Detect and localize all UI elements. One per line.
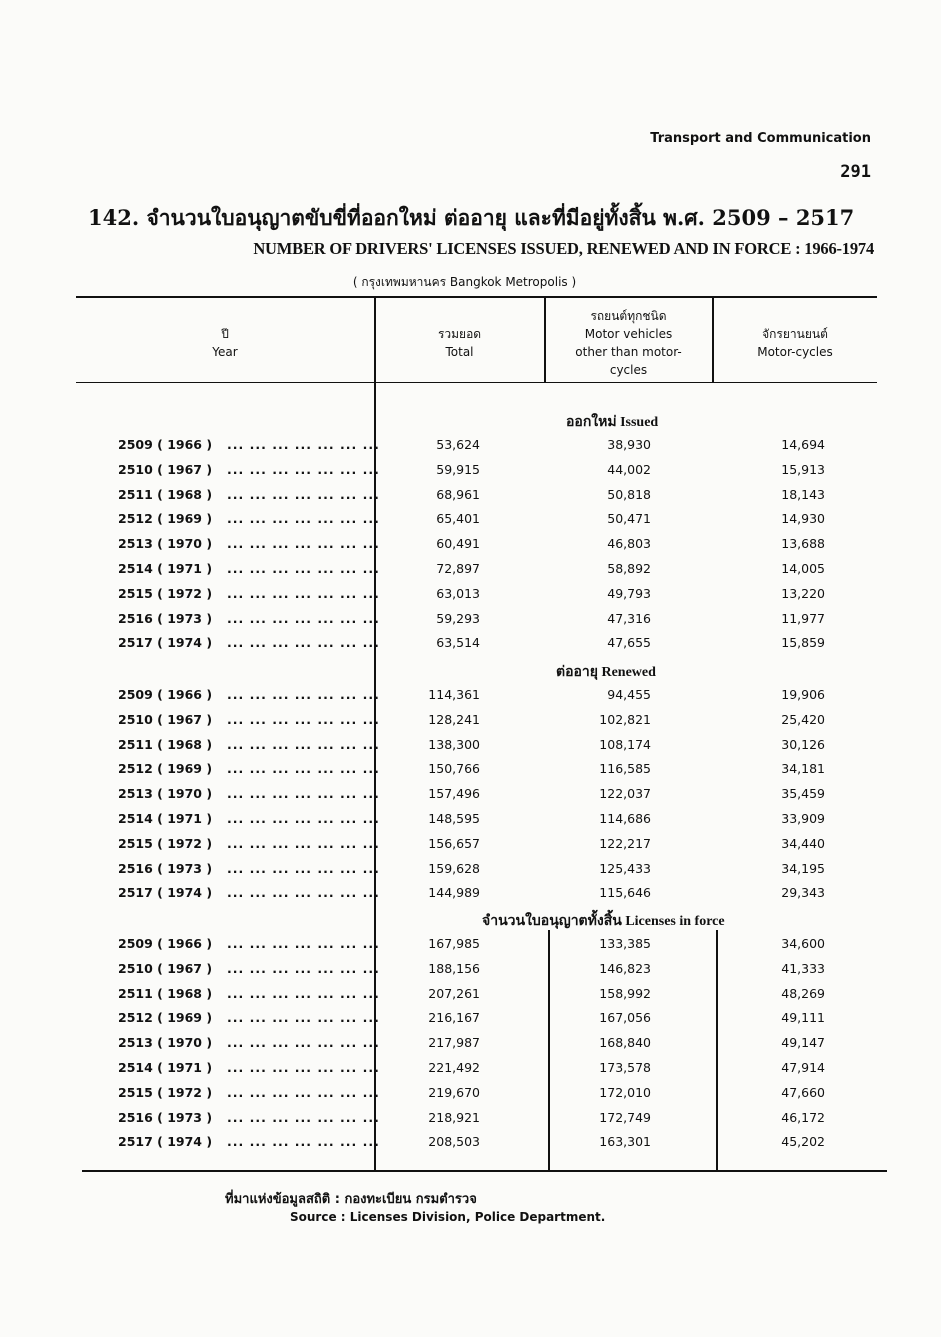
row-year: 2515 ( 1972 )	[118, 835, 213, 851]
section-label-issued: ออกใหม่ Issued	[566, 415, 659, 430]
row-motor-vehicles: 58,892	[607, 561, 651, 576]
row-motor-vehicles: 172,749	[599, 1109, 651, 1125]
row-year: 2510 ( 1967 )	[118, 461, 213, 477]
row-motorcycles: 47,660	[781, 1084, 825, 1100]
row-motor-vehicles: 172,010	[599, 1084, 651, 1100]
row-total: 218,921	[428, 1109, 480, 1125]
table-row	[0, 1010, 941, 1034]
row-motor-vehicles: 108,174	[599, 736, 651, 752]
row-total: 219,670	[428, 1084, 480, 1100]
row-total: 208,503	[428, 1134, 480, 1150]
row-leader-dots: ... ... ... ... ... ... ...	[227, 711, 380, 727]
header-motor-en-2: other than motor-	[575, 345, 682, 359]
row-leader-dots: ... ... ... ... ... ... ...	[227, 1109, 380, 1125]
row-total: 144,989	[428, 885, 480, 901]
row-motor-vehicles: 173,578	[599, 1060, 651, 1075]
row-leader-dots: ... ... ... ... ... ... ...	[227, 610, 380, 626]
source-note-thai: ที่มาแห่งข้อมูลสถิติ : กองทะเบียน กรมตำรวจ	[225, 1192, 477, 1207]
header-year-thai: ปี	[221, 327, 229, 341]
row-total: 167,985	[428, 936, 480, 951]
row-total: 114,361	[428, 687, 480, 702]
page-category: Transport and Communication	[650, 131, 871, 146]
row-year: 2509 ( 1966 )	[118, 437, 213, 452]
row-motor-vehicles: 168,840	[599, 1035, 651, 1051]
row-total: 60,491	[436, 536, 480, 552]
table-row	[0, 936, 941, 960]
table-row	[0, 1085, 941, 1109]
row-motorcycles: 13,688	[781, 536, 825, 552]
table-row	[0, 561, 941, 585]
row-leader-dots: ... ... ... ... ... ... ...	[227, 635, 380, 651]
row-year: 2513 ( 1970 )	[118, 786, 213, 802]
row-leader-dots: ... ... ... ... ... ... ...	[227, 536, 380, 552]
row-motorcycles: 34,600	[781, 936, 825, 951]
header-total-thai: รวมยอด	[437, 327, 482, 341]
row-motor-vehicles: 50,818	[607, 486, 651, 502]
row-motor-vehicles: 50,471	[607, 511, 651, 527]
table-top-rule	[76, 296, 877, 298]
row-leader-dots: ... ... ... ... ... ... ...	[227, 936, 380, 951]
row-motor-vehicles: 49,793	[607, 585, 651, 601]
row-total: 53,624	[436, 437, 480, 452]
row-total: 59,915	[436, 461, 480, 477]
row-motorcycles: 19,906	[781, 687, 825, 702]
header-motorcycles	[713, 325, 877, 361]
row-motor-vehicles: 94,455	[607, 687, 651, 702]
header-cycle-thai: จักรยานยนต์	[762, 327, 828, 341]
row-motorcycles: 47,914	[781, 1060, 825, 1075]
row-motorcycles: 49,111	[781, 1010, 825, 1026]
table-row	[0, 437, 941, 461]
row-year: 2511 ( 1968 )	[118, 736, 213, 752]
table-title-thai: 142. จำนวนใบอนุญาตขับขี่ที่ออกใหม่ ต่ออายุ และที่มีอยู่ทั้งสิ้น พ.ศ. 2509 – 2517	[88, 205, 855, 230]
row-year: 2514 ( 1971 )	[118, 1060, 213, 1075]
row-total: 188,156	[428, 960, 480, 976]
row-motor-vehicles: 122,037	[599, 786, 651, 802]
row-leader-dots: ... ... ... ... ... ... ...	[227, 1035, 380, 1051]
table-subtitle: ( กรุงเทพมหานคร Bangkok Metropolis )	[352, 275, 577, 289]
row-year: 2514 ( 1971 )	[118, 561, 213, 576]
row-year: 2516 ( 1973 )	[118, 860, 213, 876]
row-motorcycles: 34,440	[781, 835, 825, 851]
table-row	[0, 586, 941, 610]
header-motor-vehicles	[545, 307, 712, 379]
row-leader-dots: ... ... ... ... ... ... ...	[227, 687, 380, 702]
row-total: 128,241	[428, 711, 480, 727]
header-year-english: Year	[212, 345, 238, 359]
row-motor-vehicles: 158,992	[599, 985, 651, 1001]
row-leader-dots: ... ... ... ... ... ... ...	[227, 461, 380, 477]
row-leader-dots: ... ... ... ... ... ... ...	[227, 835, 380, 851]
row-leader-dots: ... ... ... ... ... ... ...	[227, 811, 380, 826]
row-total: 63,013	[436, 585, 480, 601]
row-motor-vehicles: 102,821	[599, 711, 651, 727]
row-motor-vehicles: 38,930	[607, 437, 651, 452]
table-row	[0, 811, 941, 835]
table-row	[0, 1110, 941, 1134]
row-year: 2517 ( 1974 )	[118, 885, 213, 901]
row-motor-vehicles: 167,056	[599, 1010, 651, 1026]
row-year: 2509 ( 1966 )	[118, 936, 213, 951]
row-year: 2509 ( 1966 )	[118, 687, 213, 702]
row-total: 68,961	[436, 486, 480, 502]
table-row	[0, 1060, 941, 1084]
row-year: 2516 ( 1973 )	[118, 610, 213, 626]
row-total: 138,300	[428, 736, 480, 752]
row-total: 65,401	[436, 511, 480, 527]
row-year: 2512 ( 1969 )	[118, 761, 213, 777]
row-total: 148,595	[428, 811, 480, 826]
row-year: 2512 ( 1969 )	[118, 511, 213, 527]
row-year: 2517 ( 1974 )	[118, 1134, 213, 1150]
row-total: 207,261	[428, 985, 480, 1001]
row-motor-vehicles: 125,433	[599, 860, 651, 876]
row-year: 2513 ( 1970 )	[118, 536, 213, 552]
table-row	[0, 1134, 941, 1158]
header-motor-en-3: cycles	[609, 363, 648, 377]
section-label-renewed: ต่ออายุ Renewed	[556, 665, 656, 680]
row-motorcycles: 46,172	[781, 1109, 825, 1125]
row-leader-dots: ... ... ... ... ... ... ...	[227, 585, 380, 601]
row-year: 2512 ( 1969 )	[118, 1010, 213, 1026]
row-motorcycles: 29,343	[781, 885, 825, 901]
row-leader-dots: ... ... ... ... ... ... ...	[227, 786, 380, 802]
row-leader-dots: ... ... ... ... ... ... ...	[227, 1134, 380, 1150]
section-label-in-force: จำนวนใบอนุญาตทั้งสิ้น Licenses in force	[482, 914, 725, 929]
table-row	[0, 761, 941, 785]
header-bottom-rule	[76, 382, 877, 383]
row-year: 2515 ( 1972 )	[118, 585, 213, 601]
header-total-english: Total	[445, 345, 474, 359]
table-row	[0, 536, 941, 560]
row-motor-vehicles: 44,002	[607, 461, 651, 477]
header-total	[375, 325, 544, 361]
row-motor-vehicles: 46,803	[607, 536, 651, 552]
table-row	[0, 712, 941, 736]
header-motor-en-1: Motor vehicles	[584, 327, 673, 341]
row-year: 2511 ( 1968 )	[118, 486, 213, 502]
row-year: 2515 ( 1972 )	[118, 1084, 213, 1100]
table-title-english: NUMBER OF DRIVERS' LICENSES ISSUED, RENEWED AND IN FORCE : 1966-1974	[253, 239, 874, 258]
row-motorcycles: 15,913	[781, 461, 825, 477]
row-total: 63,514	[436, 635, 480, 651]
row-total: 217,987	[428, 1035, 480, 1051]
row-total: 156,657	[428, 835, 480, 851]
row-leader-dots: ... ... ... ... ... ... ...	[227, 486, 380, 502]
row-motorcycles: 45,202	[781, 1134, 825, 1150]
row-motorcycles: 11,977	[781, 610, 825, 626]
row-motorcycles: 33,909	[781, 811, 825, 826]
table-row	[0, 487, 941, 511]
row-motor-vehicles: 115,646	[599, 885, 651, 901]
row-motor-vehicles: 47,316	[607, 610, 651, 626]
table-row	[0, 737, 941, 761]
table-row	[0, 961, 941, 985]
table-row	[0, 836, 941, 860]
row-motorcycles: 48,269	[781, 985, 825, 1001]
header-motor-thai: รถยนต์ทุกชนิด	[590, 309, 667, 323]
row-motor-vehicles: 163,301	[599, 1134, 651, 1150]
row-leader-dots: ... ... ... ... ... ... ...	[227, 985, 380, 1001]
table-row	[0, 687, 941, 711]
row-motor-vehicles: 146,823	[599, 960, 651, 976]
table-row	[0, 885, 941, 909]
row-motorcycles: 13,220	[781, 585, 825, 601]
row-motorcycles: 34,195	[781, 860, 825, 876]
row-motorcycles: 25,420	[781, 711, 825, 727]
row-leader-dots: ... ... ... ... ... ... ...	[227, 1060, 380, 1075]
row-motorcycles: 30,126	[781, 736, 825, 752]
header-cycle-english: Motor-cycles	[757, 345, 833, 359]
row-leader-dots: ... ... ... ... ... ... ...	[227, 1084, 380, 1100]
row-leader-dots: ... ... ... ... ... ... ...	[227, 437, 380, 452]
source-note-english: Source : Licenses Division, Police Department.	[290, 1210, 606, 1224]
table-bottom-rule	[82, 1170, 887, 1172]
table-row	[0, 861, 941, 885]
row-leader-dots: ... ... ... ... ... ... ...	[227, 1010, 380, 1026]
row-leader-dots: ... ... ... ... ... ... ...	[227, 885, 380, 901]
row-leader-dots: ... ... ... ... ... ... ...	[227, 561, 380, 576]
row-motorcycles: 34,181	[781, 761, 825, 777]
row-total: 159,628	[428, 860, 480, 876]
row-motorcycles: 49,147	[781, 1035, 825, 1051]
row-total: 72,897	[436, 561, 480, 576]
row-motorcycles: 35,459	[781, 786, 825, 802]
row-year: 2511 ( 1968 )	[118, 985, 213, 1001]
row-motor-vehicles: 116,585	[599, 761, 651, 777]
row-motor-vehicles: 122,217	[599, 835, 651, 851]
row-motorcycles: 14,005	[781, 561, 825, 576]
row-motorcycles: 18,143	[781, 486, 825, 502]
row-leader-dots: ... ... ... ... ... ... ...	[227, 511, 380, 527]
row-motorcycles: 14,930	[781, 511, 825, 527]
row-total: 157,496	[428, 786, 480, 802]
row-year: 2517 ( 1974 )	[118, 635, 213, 651]
header-year	[76, 325, 374, 361]
table-row	[0, 786, 941, 810]
row-motorcycles: 15,859	[781, 635, 825, 651]
row-motorcycles: 14,694	[781, 437, 825, 452]
row-year: 2510 ( 1967 )	[118, 960, 213, 976]
table-row	[0, 611, 941, 635]
row-motor-vehicles: 114,686	[599, 811, 651, 826]
row-total: 150,766	[428, 761, 480, 777]
row-year: 2516 ( 1973 )	[118, 1109, 213, 1125]
row-motor-vehicles: 133,385	[599, 936, 651, 951]
row-leader-dots: ... ... ... ... ... ... ...	[227, 761, 380, 777]
table-row	[0, 462, 941, 486]
page-number: 291	[840, 162, 871, 182]
row-leader-dots: ... ... ... ... ... ... ...	[227, 960, 380, 976]
row-total: 59,293	[436, 610, 480, 626]
table-row	[0, 1035, 941, 1059]
row-total: 221,492	[428, 1060, 480, 1075]
row-motor-vehicles: 47,655	[607, 635, 651, 651]
table-row	[0, 635, 941, 659]
row-leader-dots: ... ... ... ... ... ... ...	[227, 736, 380, 752]
row-total: 216,167	[428, 1010, 480, 1026]
table-row	[0, 511, 941, 535]
table-row	[0, 986, 941, 1010]
row-year: 2514 ( 1971 )	[118, 811, 213, 826]
row-motorcycles: 41,333	[781, 960, 825, 976]
row-year: 2510 ( 1967 )	[118, 711, 213, 727]
row-leader-dots: ... ... ... ... ... ... ...	[227, 860, 380, 876]
row-year: 2513 ( 1970 )	[118, 1035, 213, 1051]
